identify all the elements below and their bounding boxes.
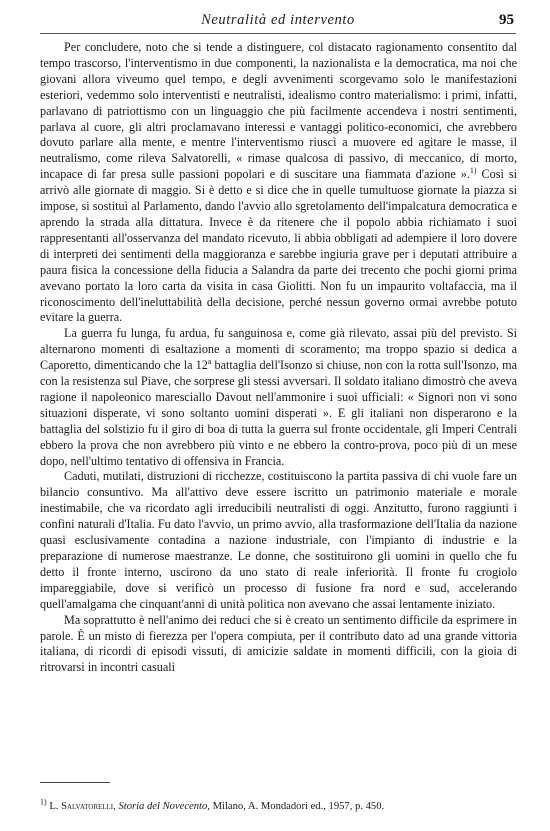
paragraph-4-text: Ma soprattutto è nell'animo dei reduci che si è creato un sentimento difficile da esprimere in parole. È un misto di fierezza per l'opera compiuta, per il contributo dato ad una grande vittoria italiana, di ricordi di episodi vissuti, di amicizie saldate in momenti difficili, con la gioia di ritrovarsi in incontri casuali <box>40 612 517 675</box>
running-title: Neutralità ed intervento <box>201 12 355 28</box>
page-header <box>40 12 516 34</box>
footnote-title: Storia del Novecento, <box>118 801 210 812</box>
body-text <box>40 40 517 676</box>
ordinal-superscript: a <box>207 357 212 367</box>
footnote-publication: Milano, A. Mondadori ed., 1957, p. 450. <box>212 801 385 812</box>
paragraph-2-text-a: La guerra fu lunga, fu ardua, fu sanguinosa e, come già rilevato, assai più del previsto. Si alternarono momenti di esaltazione a momenti di scoramento; ma troppo spazio si dedica a Caporetto, dimenticando che la 12 <box>40 326 517 373</box>
footnote <box>40 797 517 813</box>
paragraph-1 <box>40 40 517 326</box>
footnote-author: L. Salvatorelli, <box>49 801 116 812</box>
header-rule <box>40 33 516 34</box>
paragraph-3-text: Caduti, mutilati, distruzioni di ricchezze, costituiscono la partita passiva di chi vuole fare un bilancio consuntivo. Ma all'attivo deve essere iscritto un patrimonio materiale e morale inestimabile, che va ricordato agli irreducibili neutralisti di oggi. Anzitutto, furono raggiunti i confini naturali d'Italia. Fu dato l'avvio, un primo avvio, alla trasformazione dell'Italia da nazione quasi esclusivamente contadina a nazione industriale, con l'impianto di industrie e la preparazione di numerose maestranze. Le donne, che sostituirono gli uomini in quello che fu detto il fronte interno, uscirono da uno stato di reale inferiorità. Il fronte fu crogiolo impareggiabile, dove si verificò un processo di fusione fra nord e sud, accelerando quell'amalgama che cinquant'anni di unità politica non avevano che assai lentamente iniziato. <box>40 469 517 611</box>
paragraph-2 <box>40 326 517 469</box>
paragraph-3 <box>40 469 517 612</box>
footnote-marker: 1) <box>40 797 47 807</box>
footnote-reference: 1) <box>469 166 477 176</box>
footnote-rule <box>40 782 110 783</box>
page-number: 95 <box>499 12 514 28</box>
paragraph-1-text-a: Per concludere, noto che si tende a distinguere, col distacato ragionamento consentito dal tempo trascorso, l'interventismo in due componenti, la nazionalista e la democratica, ma noi che giovani allora viveumo quel tempo, e degli avvenimenti scorgevamo solo le manifestazioni esteriori, vedemmo solo interventisti e neutralisti, idealismo contro materialismo: i primi, infatti, parlavano di patriottismo con un linguaggio che più facilmente accendeva i nostri sentimenti, parlava al cuore, gli altri proclamavano interessi e vantaggi politico-economici, che avrebbero dovuto parlare alla mente, e mentre l'interventismo riuscì a muovere ed agitare le masse, il neutralismo, come rileva Salvatorelli, « rimase qualcosa di passivo, di meccanico, di morto, incapace di far presa sulle passioni popolari e di suscitare una fiammata d'azione ». <box>40 40 517 182</box>
paragraph-4 <box>40 613 517 677</box>
paragraph-1-text-b: Così si arrivò alle giornate di maggio. Si è detto e si dice che in quelle tumultuose giornate la piazza si impose, si sostituì al Parlamento, dando l'avvio allo sgretolamento dell'impalcatura democratica e aprendo la strada alla dittatura. Invece è da ritenere che il popolo abbia richiamato i suoi rappresentanti all'osservanza del mandato ricevuto, li abbia obbligati ad adempiere il loro dovere di interpreti dei sentimenti della maggioranza e sarebbe ingiuria grave per i deputati attribuire a paura fisica la concessione della fiducia a Salandra da parte dei trecento che pochi giorni prima avevano portato la loro carta da visita in casa Giolitti. Non fu un impaurito voltafaccia, ma il riconoscimento dell'ineluttabilità della decisione, perché nessun governo ormai avrebbe potuto evitare la guerra. <box>40 167 517 325</box>
paragraph-2-text-b: battaglia dell'Isonzo si chiuse, non con la rotta sull'Isonzo, ma con la resistenza sul Piave, che sorprese gli stessi avversari. Il soldato italiano dimostrò che aveva ragione il napoleonico maresciallo Davout nell'ammonire i suoi ufficiali: « Signori non vi sono situazioni disperate, vi sono soltanto uomini disperati ». E gli italiani non disperarono e la battaglia del solstizio fu il giro di boa di tutta la guerra sul fronte occidentale, gli Imperi Centrali ebbero la prova che non avrebbero più vinto e ne ebbero la contro-prova, poco più di un mese dopo, nell'ultimo tentativo di offensiva in Francia. <box>40 358 517 468</box>
